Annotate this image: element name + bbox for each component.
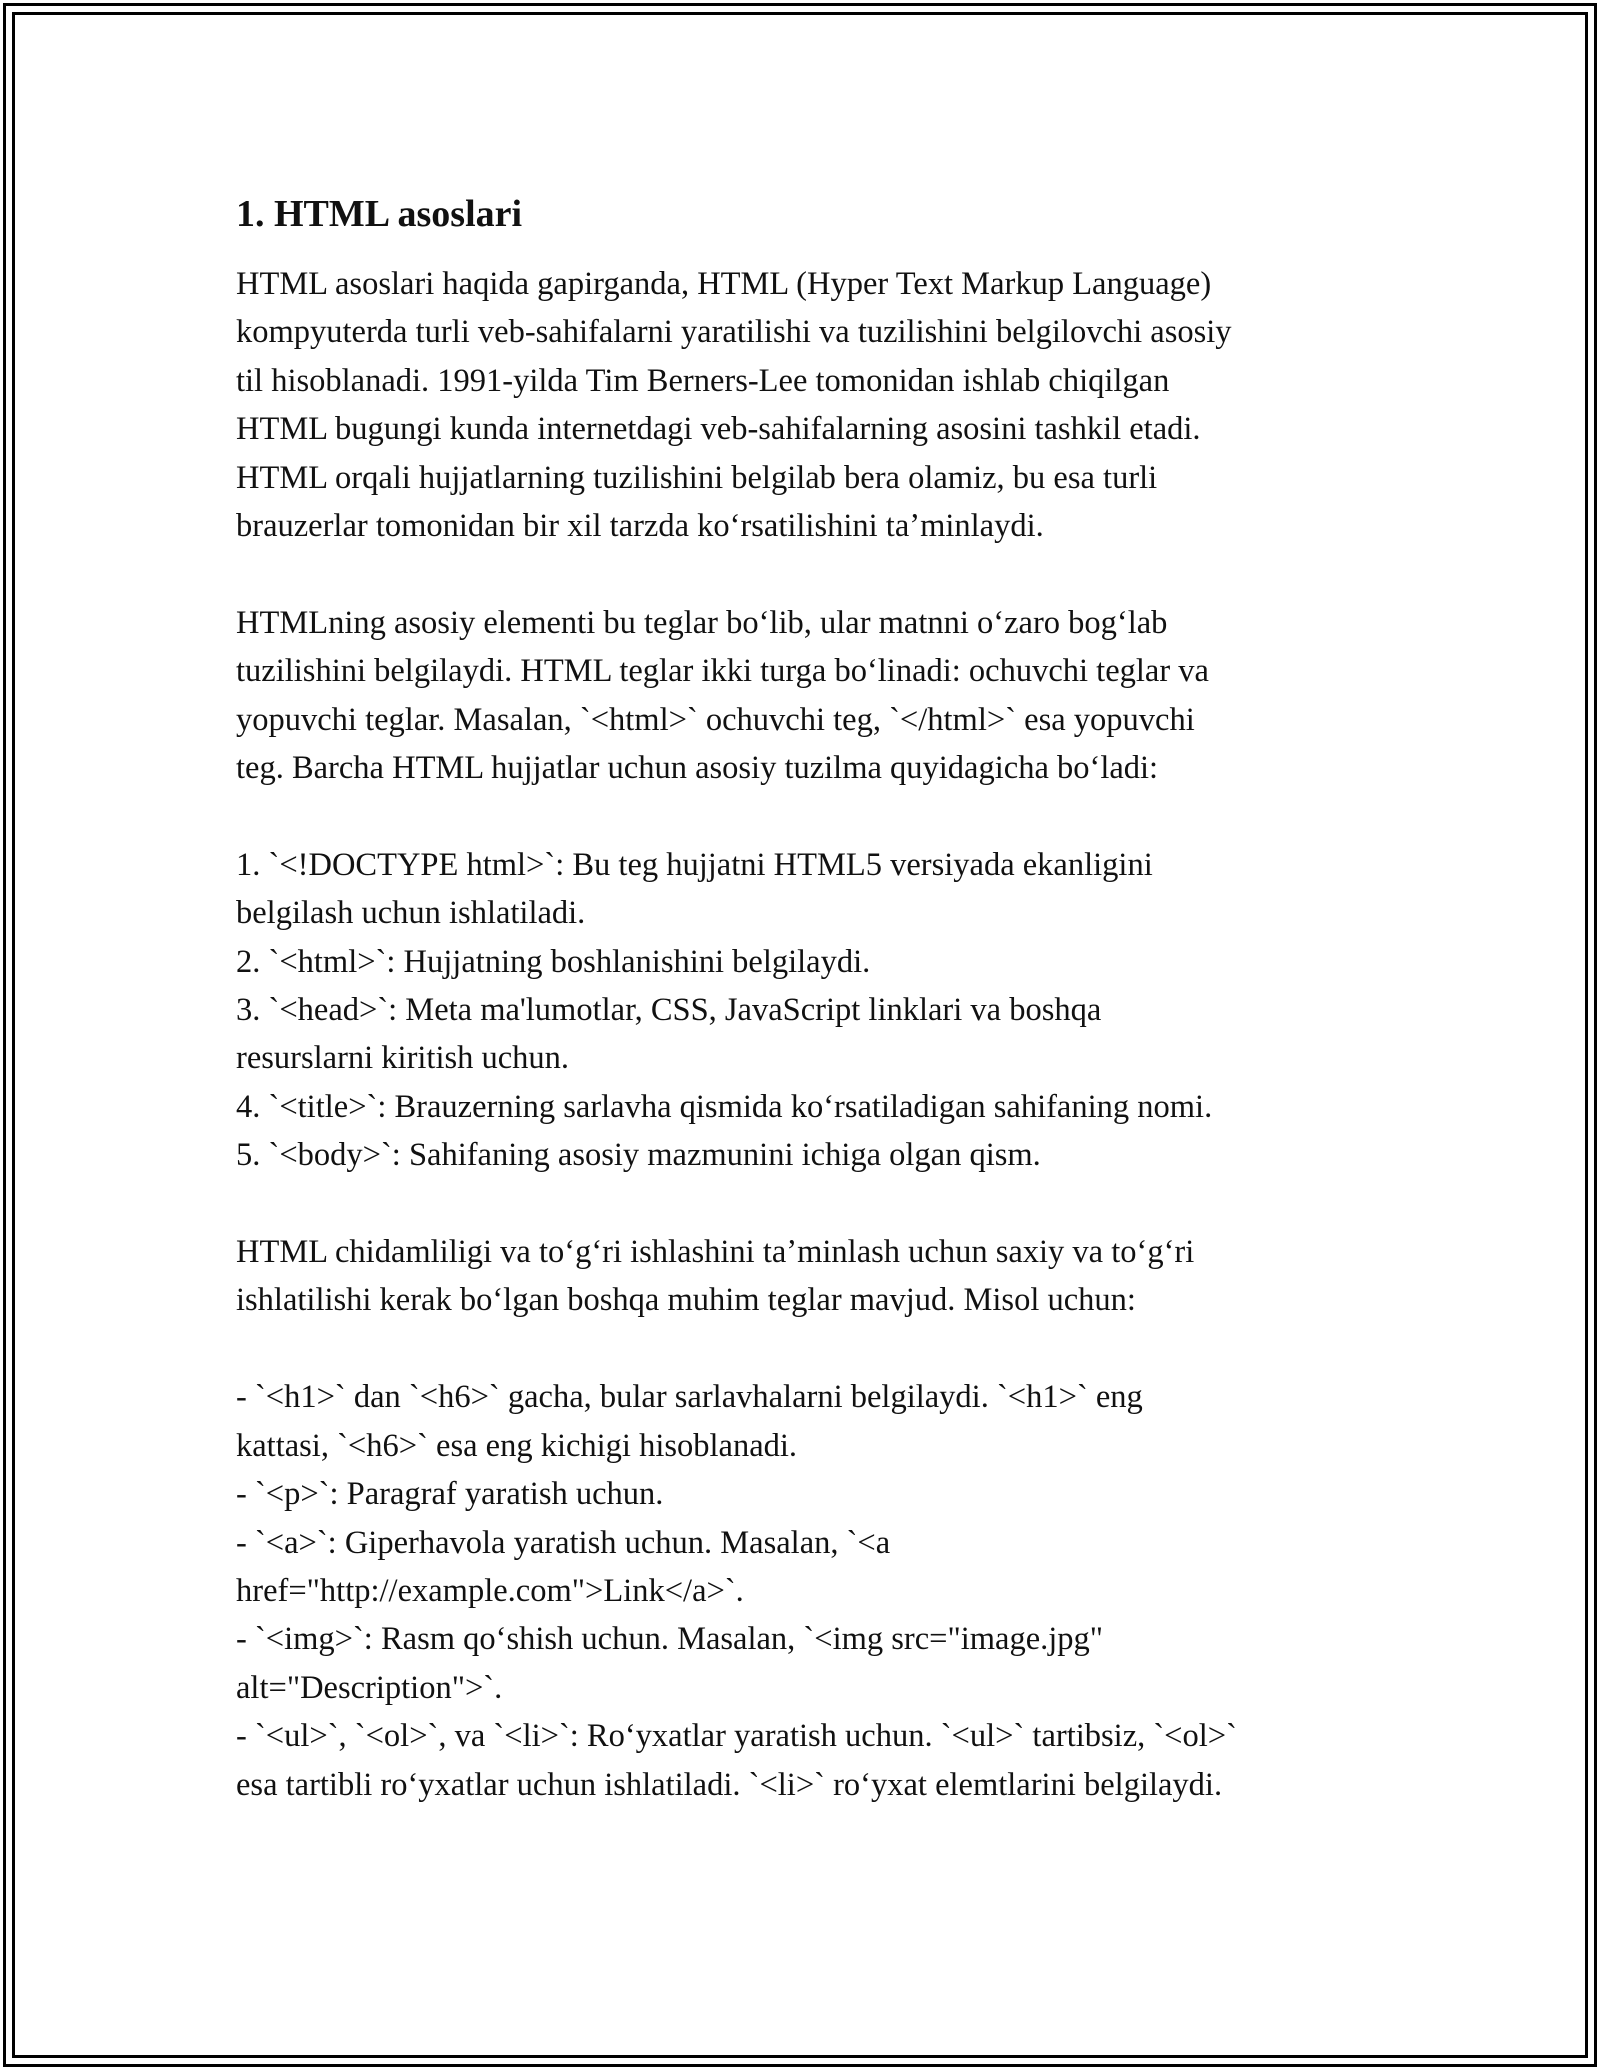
- text-line: resurslarni kiritish uchun.: [236, 1040, 570, 1077]
- paragraph: [236, 841, 1386, 1180]
- document-body: [236, 188, 1386, 1809]
- text-line: 2. `<html>`: Hujjatning boshlanishini belgilaydi.: [236, 943, 871, 980]
- paragraph-gap: [236, 1180, 1386, 1228]
- text-line: brauzerlar tomonidan bir xil tarzda koʻrsatilishini taʼminlaydi.: [236, 508, 1044, 545]
- text-line: til hisoblanadi. 1991-yilda Tim Berners-Lee tomonidan ishlab chiqilgan: [236, 362, 1170, 399]
- text-line: HTMLning asosiy elementi bu teglar boʻlib, ular matnni oʻzaro bogʻlab: [236, 604, 1168, 641]
- text-line: kattasi, `<h6>` esa eng kichigi hisoblanadi.: [236, 1427, 798, 1464]
- paragraph-gap: [236, 792, 1386, 840]
- text-line: 5. `<body>`: Sahifaning asosiy mazmunini ichiga olgan qism.: [236, 1137, 1041, 1174]
- text-line: - `<a>`: Giperhavola yaratish uchun. Masalan, `<a: [236, 1524, 891, 1561]
- text-line: - `<p>`: Paragraf yaratish uchun.: [236, 1476, 664, 1513]
- paragraph: [236, 599, 1386, 793]
- text-line: HTML chidamliligi va toʻgʻri ishlashini taʼminlash uchun saxiy va toʻgʻri: [236, 1234, 1195, 1271]
- paragraph: [236, 1228, 1386, 1325]
- text-line: kompyuterda turli veb-sahifalarni yaratilishi va tuzilishini belgilovchi asosiy: [236, 314, 1232, 351]
- text-line: href="http://example.com">Link</a>`.: [236, 1572, 744, 1609]
- text-line: 3. `<head>`: Meta ma'lumotlar, CSS, JavaScript linklari va boshqa: [236, 992, 1102, 1029]
- paragraph-gap: [236, 1325, 1386, 1373]
- text-line: alt="Description">`.: [236, 1669, 503, 1706]
- text-line: - `<ul>`, `<ol>`, va `<li>`: Roʻyxatlar yaratish uchun. `<ul>` tartibsiz, `<ol>`: [236, 1718, 1237, 1755]
- text-line: 4. `<title>`: Brauzerning sarlavha qismida koʻrsatiladigan sahifaning nomi.: [236, 1088, 1213, 1125]
- section-heading: 1. HTML asoslari: [236, 193, 523, 235]
- paragraph: [236, 260, 1386, 550]
- paragraph-gap: [236, 550, 1386, 598]
- text-line: tuzilishini belgilaydi. HTML teglar ikki turga boʻlinadi: ochuvchi teglar va: [236, 653, 1209, 690]
- text-line: - `<img>`: Rasm qoʻshish uchun. Masalan, `<img src="image.jpg": [236, 1621, 1104, 1658]
- text-line: - `<h1>` dan `<h6>` gacha, bular sarlavhalarni belgilaydi. `<h1>` eng: [236, 1379, 1143, 1416]
- text-line: 1. `<!DOCTYPE html>`: Bu teg hujjatni HTML5 versiyada ekanligini: [236, 846, 1153, 883]
- paragraph-container: [236, 260, 1386, 1809]
- text-line: yopuvchi teglar. Masalan, `<html>` ochuvchi teg, `</html>` esa yopuvchi: [236, 701, 1195, 738]
- text-line: HTML bugungi kunda internetdagi veb-sahifalarning asosini tashkil etadi.: [236, 411, 1201, 448]
- paragraph: [236, 1373, 1386, 1809]
- text-line: belgilash uchun ishlatiladi.: [236, 895, 586, 932]
- text-line: HTML orqali hujjatlarning tuzilishini belgilab bera olamiz, bu esa turli: [236, 459, 1158, 496]
- text-line: HTML asoslari haqida gapirganda, HTML (Hyper Text Markup Language): [236, 266, 1212, 302]
- text-line: esa tartibli roʻyxatlar uchun ishlatiladi. `<li>` roʻyxat elemtlarini belgilaydi.: [236, 1766, 1223, 1803]
- text-line: ishlatilishi kerak boʻlgan boshqa muhim teglar mavjud. Misol uchun:: [236, 1282, 1136, 1319]
- text-line: teg. Barcha HTML hujjatlar uchun asosiy tuzilma quyidagicha boʻladi:: [236, 750, 1159, 787]
